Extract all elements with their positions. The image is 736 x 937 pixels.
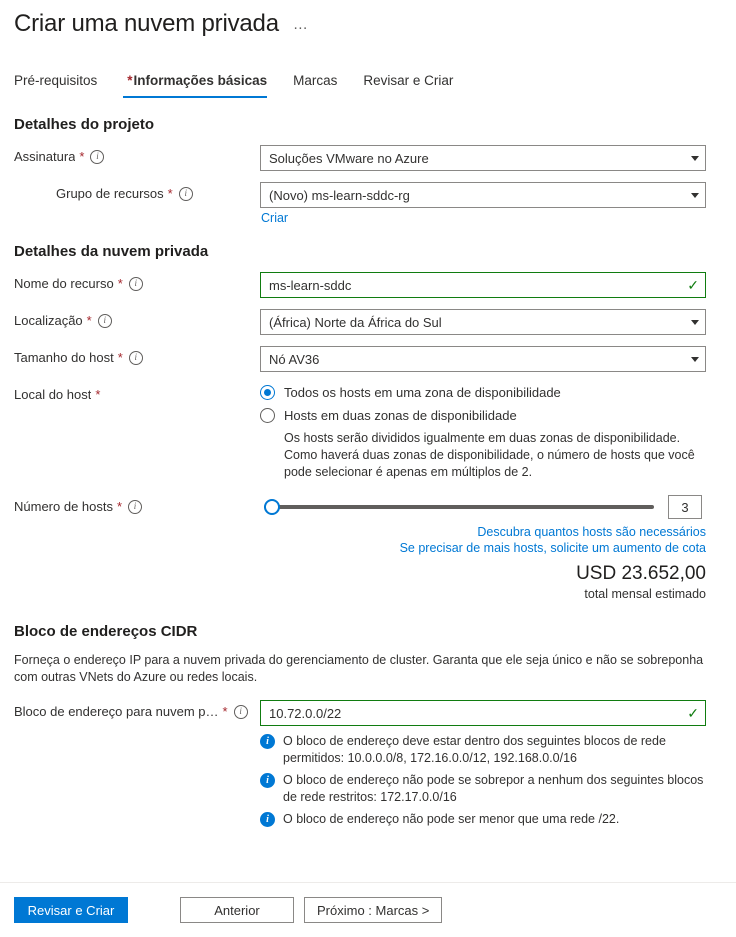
label-text: Bloco de endereço para nuvem p… [14, 704, 219, 719]
quota-increase-link[interactable]: Se precisar de mais hosts, solicite um aumento de cota [399, 541, 706, 555]
field-row-resource-name [0, 272, 736, 298]
field-row-address-block [0, 700, 736, 833]
field-row-resource-group [0, 182, 736, 225]
tab-label: Marcas [293, 73, 338, 88]
radio-button[interactable] [260, 408, 275, 423]
resource-group-select[interactable] [260, 182, 706, 208]
label-resource-name [14, 272, 260, 291]
info-icon[interactable]: i [129, 277, 143, 291]
required-indicator: * [167, 186, 173, 201]
cidr-message [260, 772, 706, 806]
required-indicator: * [117, 499, 123, 514]
label-text: Assinatura [14, 149, 76, 164]
discover-hosts-link[interactable]: Descubra quantos hosts são necessários [477, 525, 706, 539]
info-icon: i [260, 734, 275, 749]
label-text: Localização [14, 313, 83, 328]
label-location [14, 309, 260, 328]
chevron-down-icon [691, 193, 699, 198]
radio-label: Hosts em duas zonas de disponibilidade [284, 408, 517, 423]
cidr-message-text: O bloco de endereço não pode ser menor que uma rede /22. [283, 812, 620, 826]
field-host-size [260, 346, 706, 372]
estimated-price: USD 23.652,00 [576, 563, 706, 584]
cidr-description: Forneça o endereço IP para a nuvem privada do gerenciamento de cluster. Garanta que ele seja único e não se sobreponha com outras VNets do Azure ou redes locais. [14, 653, 704, 684]
chevron-down-icon [691, 357, 699, 362]
required-indicator: * [79, 149, 85, 164]
label-resource-group [14, 182, 260, 201]
tab-informacoes-basicas[interactable] [123, 73, 267, 98]
location-select[interactable] [260, 309, 706, 335]
label-hosts-number [14, 495, 260, 514]
radio-option-single-zone[interactable] [260, 384, 706, 401]
field-resource-group [260, 182, 706, 225]
field-row-hosts-number [0, 495, 736, 601]
label-host-location [14, 383, 260, 402]
tab-label: Pré-requisitos [14, 73, 98, 88]
field-hosts-number [260, 495, 706, 601]
info-icon[interactable]: i [234, 705, 248, 719]
label-address-block [14, 700, 260, 719]
required-indicator: * [86, 313, 92, 328]
cidr-message [260, 733, 706, 767]
info-icon[interactable]: i [98, 314, 112, 328]
cidr-message-text: O bloco de endereço não pode se sobrepor a nenhum dos seguintes blocos de rede restritos: 172.17.0.0/16 [283, 773, 704, 804]
wizard-footer [0, 882, 736, 937]
radio-button[interactable] [260, 385, 275, 400]
page-title: Criar uma nuvem privada [14, 10, 279, 37]
field-resource-name [260, 272, 706, 298]
slider-thumb[interactable] [264, 499, 280, 515]
cidr-message [260, 811, 706, 828]
label-text: Tamanho do host [14, 350, 114, 365]
host-location-radio-group [260, 383, 706, 481]
estimated-price-subtitle: total mensal estimado [584, 587, 706, 601]
create-resource-group-link[interactable]: Criar [261, 211, 289, 225]
label-text: Local do host [14, 387, 92, 402]
host-size-value: Nó AV36 [269, 351, 320, 367]
section-title-project-details: Detalhes do projeto [14, 116, 155, 133]
valid-check-icon: ✓ [687, 705, 699, 721]
chevron-down-icon [691, 156, 699, 161]
info-icon: i [260, 812, 275, 827]
field-row-subscription [0, 145, 736, 171]
cidr-messages [260, 733, 706, 828]
previous-button[interactable]: Anterior [180, 897, 294, 923]
hosts-number-slider[interactable] [264, 505, 654, 509]
address-block-input-wrapper[interactable] [260, 700, 706, 726]
address-block-input[interactable] [269, 706, 683, 721]
subscription-value: Soluções VMware no Azure [269, 150, 429, 166]
resource-name-input-wrapper[interactable] [260, 272, 706, 298]
hosts-number-value[interactable]: 3 [668, 495, 702, 519]
tab-label: Informações básicas [133, 73, 268, 88]
tab-marcas[interactable] [293, 73, 337, 98]
info-icon[interactable]: i [179, 187, 193, 201]
label-text: Nome do recurso [14, 276, 114, 291]
resource-group-value: (Novo) ms-learn-sddc-rg [269, 187, 410, 203]
required-indicator: * [127, 73, 133, 88]
next-button[interactable]: Próximo : Marcas > [304, 897, 442, 923]
label-text: Grupo de recursos [56, 186, 164, 201]
more-options-button[interactable]: … [292, 16, 309, 33]
info-icon: i [260, 773, 275, 788]
location-value: (África) Norte da África do Sul [269, 314, 442, 330]
required-indicator: * [95, 387, 101, 402]
resource-name-input[interactable] [269, 278, 683, 293]
field-address-block [260, 700, 706, 833]
label-host-size [14, 346, 260, 365]
radio-option-two-zones[interactable] [260, 407, 706, 424]
review-create-button[interactable]: Revisar e Criar [14, 897, 128, 923]
tab-prerequisitos[interactable] [14, 73, 97, 98]
section-title-private-cloud-details: Detalhes da nuvem privada [14, 243, 209, 260]
label-text: Número de hosts [14, 499, 113, 514]
wizard-tabs [0, 68, 736, 98]
tab-label: Revisar e Criar [363, 73, 454, 88]
subscription-select[interactable] [260, 145, 706, 171]
info-icon[interactable]: i [128, 500, 142, 514]
chevron-down-icon [691, 320, 699, 325]
label-subscription [14, 145, 260, 164]
field-row-location [0, 309, 736, 335]
required-indicator: * [117, 350, 123, 365]
tab-revisar-e-criar[interactable] [363, 73, 453, 98]
hosts-number-slider-row [260, 495, 706, 519]
required-indicator: * [117, 276, 123, 291]
field-row-host-location [0, 383, 736, 481]
field-subscription [260, 145, 706, 171]
required-indicator: * [222, 704, 228, 719]
host-size-select[interactable] [260, 346, 706, 372]
field-row-host-size [0, 346, 736, 372]
page-header [0, 0, 736, 38]
field-location [260, 309, 706, 335]
valid-check-icon: ✓ [687, 277, 699, 293]
radio-help-text: Os hosts serão divididos igualmente em duas zonas de disponibilidade. Como haverá duas zonas de disponibilidade, o número de hosts que você pode selecionar é apenas em múltiplos de 2. [284, 431, 695, 479]
info-icon[interactable]: i [129, 351, 143, 365]
radio-label: Todos os hosts em uma zona de disponibilidade [284, 385, 561, 400]
hosts-number-links [260, 525, 706, 555]
cidr-message-text: O bloco de endereço deve estar dentro dos seguintes blocos de rede permitidos: 10.0.0.0/8, 172.16.0.0/12, 192.168.0.0/16 [283, 734, 666, 765]
info-icon[interactable]: i [90, 150, 104, 164]
section-title-cidr: Bloco de endereços CIDR [14, 623, 198, 640]
